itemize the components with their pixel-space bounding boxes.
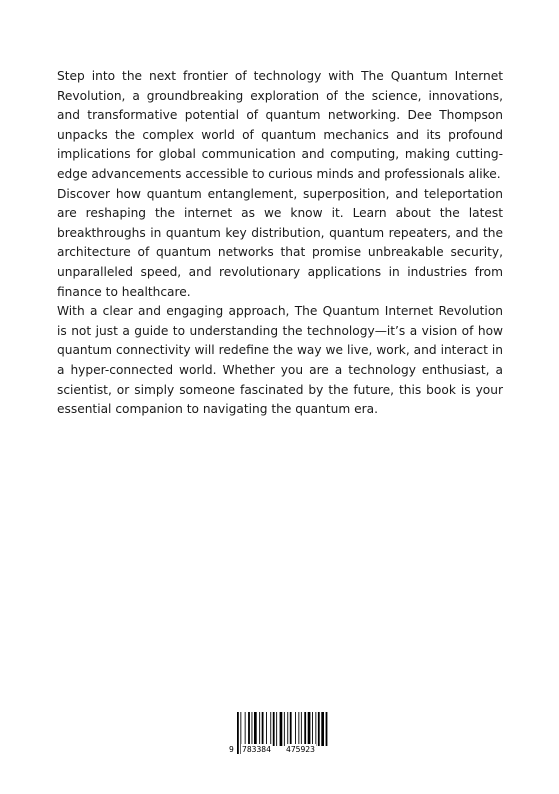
barcode-bar — [259, 712, 260, 746]
barcode-bar — [252, 712, 253, 746]
barcode-bar — [295, 712, 296, 746]
barcode-bar — [301, 712, 302, 746]
isbn-barcode — [229, 712, 333, 756]
barcode-bar — [248, 712, 250, 746]
barcode-bar — [298, 712, 299, 746]
barcode-bar — [326, 712, 328, 746]
barcode-bar — [312, 712, 313, 746]
barcode-bar — [262, 712, 264, 746]
barcode-bar — [276, 712, 277, 746]
barcode-bar — [266, 712, 267, 746]
barcode-bar — [270, 712, 271, 746]
barcode-bar — [273, 712, 275, 746]
barcode-bar — [315, 712, 316, 746]
back-cover-blurb — [57, 67, 503, 420]
barcode-bar — [304, 712, 306, 746]
barcode-digits — [229, 744, 333, 756]
barcode-bar — [308, 712, 311, 746]
barcode-digit-first: 9 — [229, 745, 234, 754]
blurb-paragraph-1: Step into the next frontier of technology with The Quantum Internet Revolution, a groundbreaking exploration of the science, innovations, and transformative potential of quantum networking. Dee Thompson unpacks the complex world of quantum mechanics and its profound implications for global communication and computing, making cutting-edge advancements accessible to curious minds and professionals alike. — [57, 69, 503, 181]
barcode-bar — [280, 712, 283, 746]
barcode-bar — [318, 712, 320, 746]
barcode-digits-left: 783384 — [242, 745, 271, 754]
barcode-bar — [284, 712, 285, 746]
barcode-bar — [321, 712, 324, 746]
barcode-bar — [254, 712, 257, 746]
barcode-bar — [245, 712, 246, 746]
blurb-paragraph-3: With a clear and engaging approach, The Quantum Internet Revolution is not just a guide to understanding the technology—it’s a vision of how quantum connectivity will redefine the way we live, work, and interact in a hyper-connected world. Whether you are a technology enthusiast, a scientist, or simply someone fascinated by the future, this book is your essential companion to navigating the quantum era. — [57, 304, 503, 417]
barcode-digits-right: 475923 — [286, 745, 315, 754]
blurb-paragraph-2: Discover how quantum entanglement, superposition, and teleportation are reshaping the internet as we know it. Learn about the latest breakthroughs in quantum key distribution, quantum repeaters, and the architecture of quantum networks that promise unbreakable security, unparalleled speed, and revolutionary applications in industries from finance to healthcare. — [57, 186, 503, 299]
